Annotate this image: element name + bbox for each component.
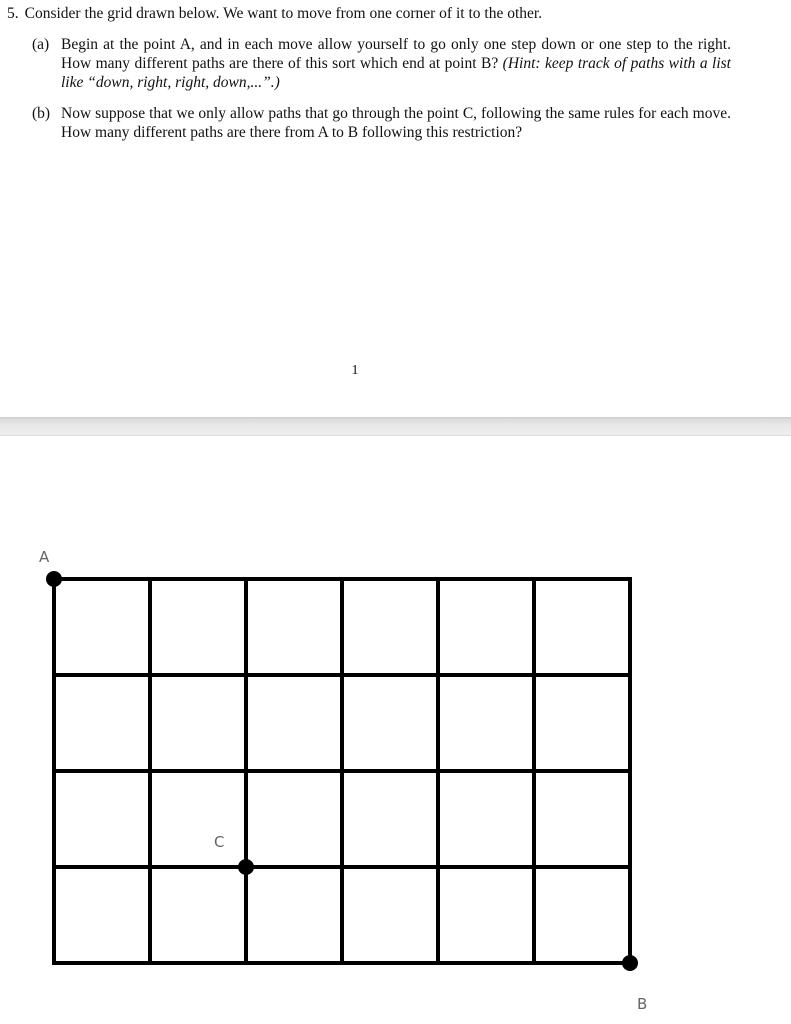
part-b-text: Now suppose that we only allow paths that go through the point C, following the same rules for each move. How many different paths are there from A to B following this restriction? [61, 105, 731, 141]
grid-lines [54, 579, 630, 963]
point-a-dot [46, 571, 62, 587]
part-a-text: Begin at the point A, and in each move allow yourself to go only one step down or one step to the right. How many different paths are there of this sort which end at point B? [61, 36, 731, 72]
grid-diagram [0, 435, 791, 1024]
page-1 [0, 0, 791, 417]
problem-number: 5. [7, 5, 19, 22]
problem-5 [7, 4, 777, 142]
part-a-label: (a) [32, 36, 50, 53]
point-c-label: C [214, 833, 225, 851]
part-a-hint: (Hint: keep track of paths with a list like “down, right, right, down,...”.) [61, 55, 731, 91]
point-b-label: B [637, 995, 648, 1013]
page-number: 1 [351, 363, 359, 378]
point-b-dot [622, 955, 638, 971]
problem-intro-text: Consider the grid drawn below. We want to move from one corner of it to the other. [24, 5, 543, 22]
part-b [7, 104, 731, 142]
point-a-label: A [39, 548, 50, 566]
problem-intro [7, 4, 777, 23]
page-divider [0, 417, 791, 436]
part-a [7, 35, 731, 92]
point-c-dot [238, 859, 254, 875]
part-b-label: (b) [32, 105, 51, 122]
